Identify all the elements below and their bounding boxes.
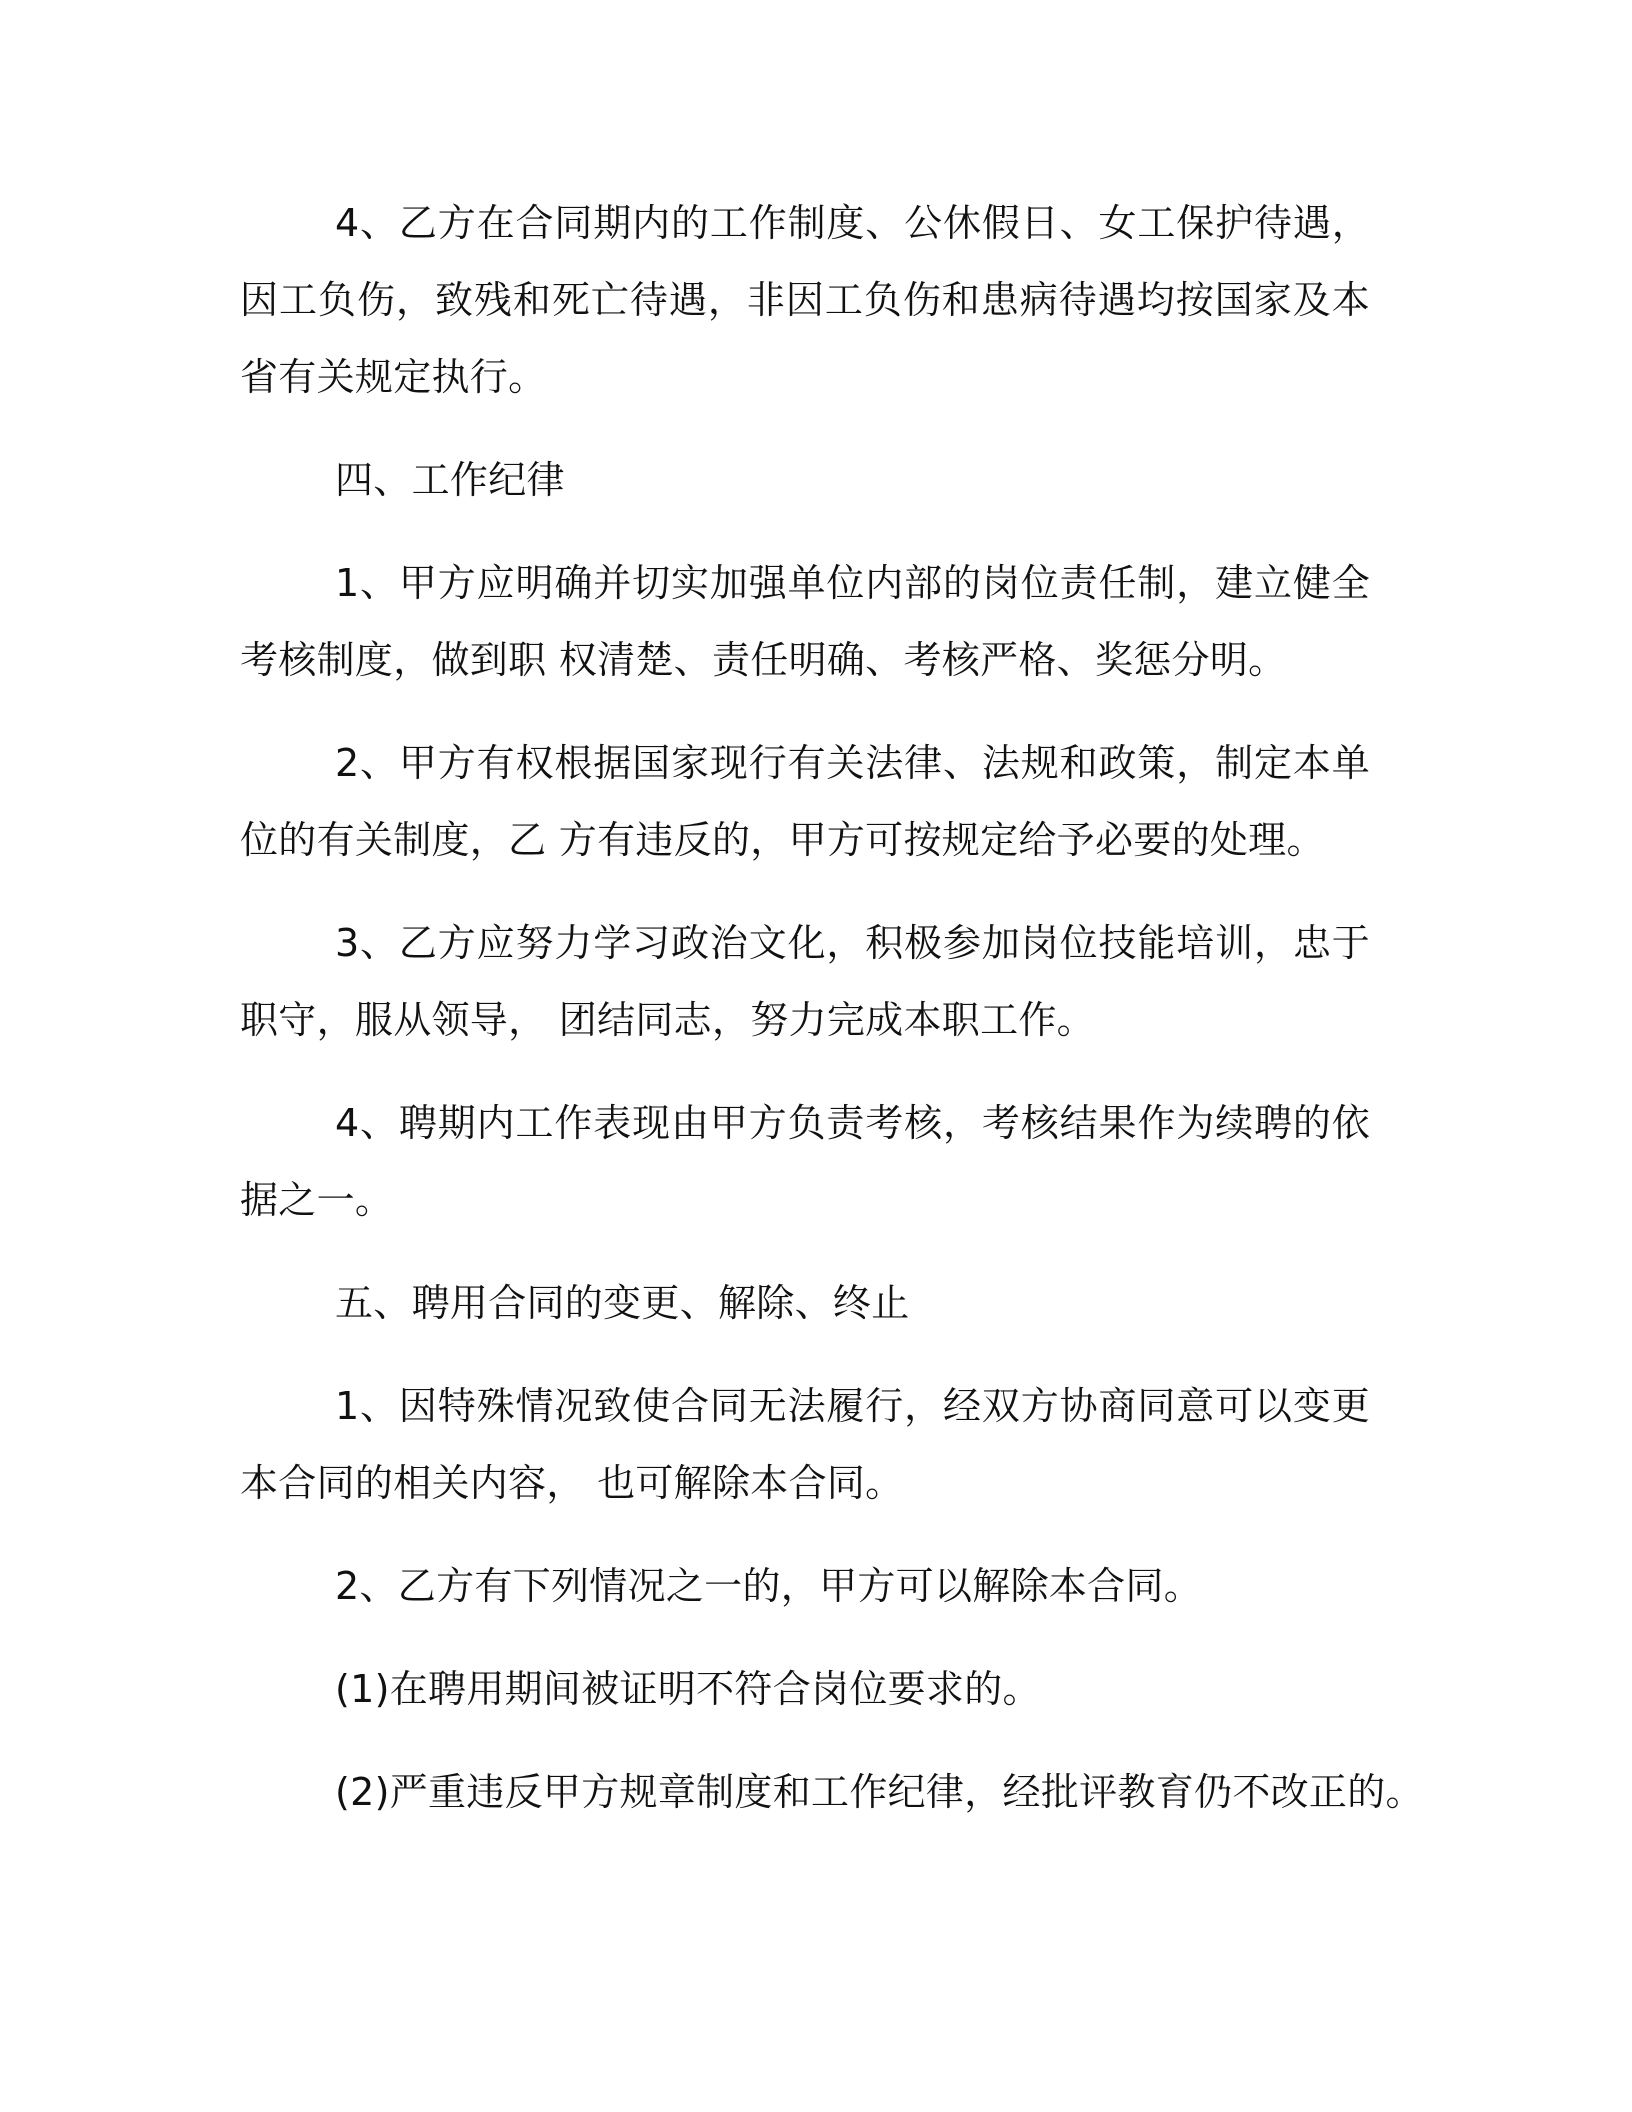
clause-4-3-paragraph: 3、乙方应努力学习政治文化，积极参加岗位技能培训，忠于职守，服从领导， 团结同志，努力完成本职工作。: [240, 921, 1370, 1042]
clause-3-4-paragraph: 4、乙方在合同期内的工作制度、公休假日、女工保护待遇，因工负伤，致残和死亡待遇，非因工负伤和患病待遇均按国家及本省有关规定执行。: [240, 201, 1370, 399]
section-4-heading: 四、工作纪律: [335, 458, 565, 502]
section-5-heading: 五、聘用合同的变更、解除、终止: [335, 1281, 910, 1325]
clause-4-4-paragraph: 4、聘期内工作表现由甲方负责考核，考核结果作为续聘的依据之一。: [240, 1101, 1370, 1222]
document-body: [240, 185, 1424, 1857]
clause-5-2-item-2: (2)严重违反甲方规章制度和工作纪律，经批评教育仍不改正的。: [335, 1770, 1424, 1814]
clause-5-2-paragraph: 2、乙方有下列情况之一的，甲方可以解除本合同。: [335, 1564, 1203, 1608]
clause-4-1-paragraph: 1、甲方应明确并切实加强单位内部的岗位责任制，建立健全考核制度，做到职 权清楚、责任明确、考核严格、奖惩分明。: [240, 561, 1370, 682]
clause-5-2-item-1: (1)在聘用期间被证明不符合岗位要求的。: [335, 1667, 1041, 1711]
clause-5-1-paragraph: 1、因特殊情况致使合同无法履行，经双方协商同意可以变更本合同的相关内容， 也可解除本合同。: [240, 1384, 1370, 1505]
clause-4-2-paragraph: 2、甲方有权根据国家现行有关法律、法规和政策，制定本单位的有关制度，乙 方有违反的，甲方可按规定给予必要的处理。: [240, 741, 1370, 862]
